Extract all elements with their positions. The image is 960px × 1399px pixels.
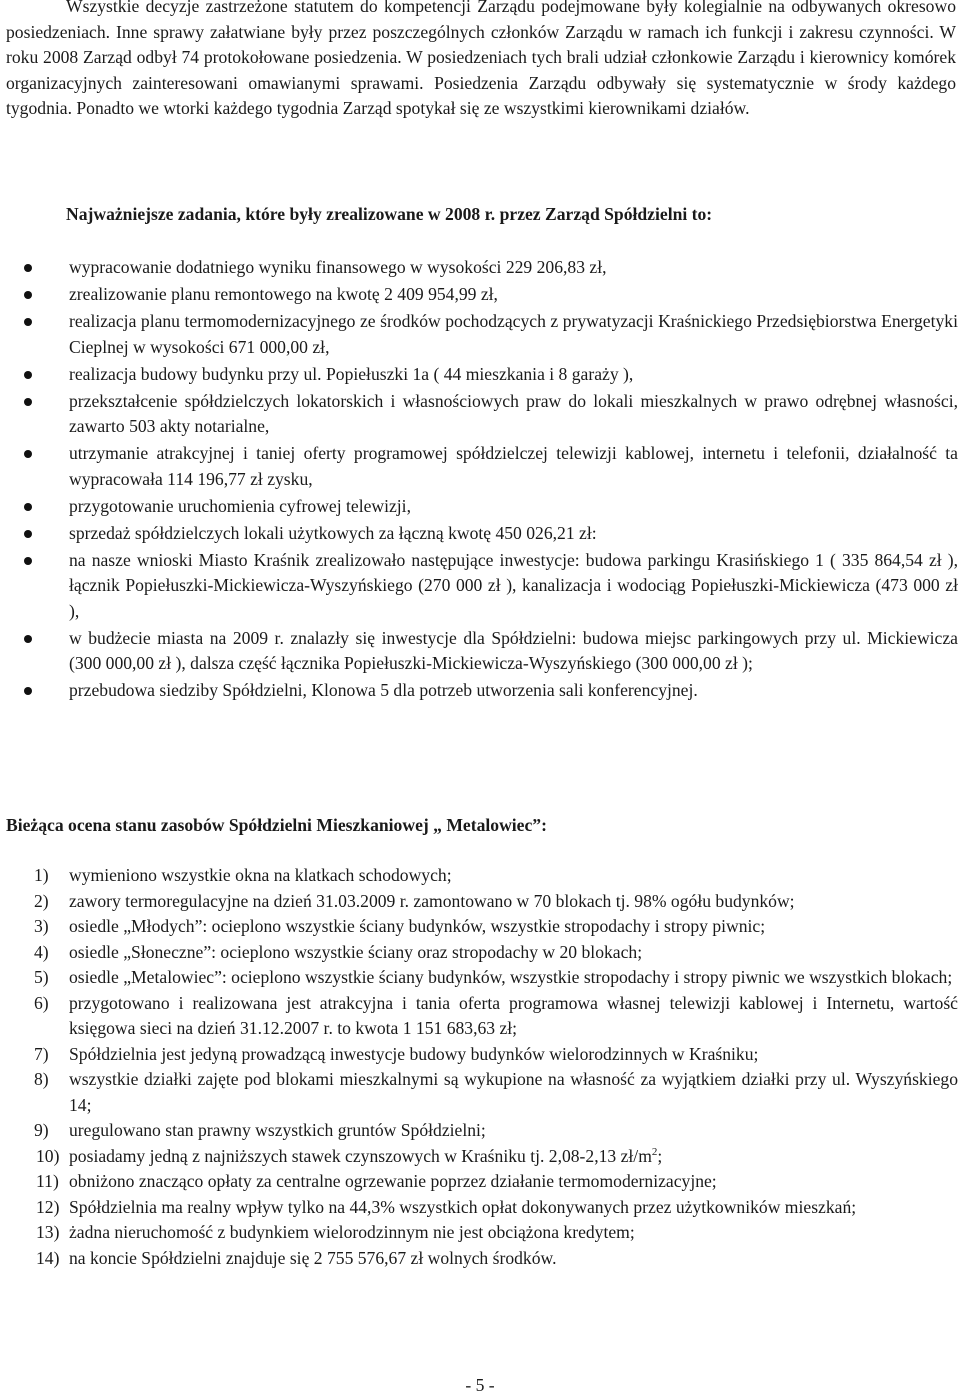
assessment-heading: Bieżąca ocena stanu zasobów Spółdzielni Mieszkaniowej „ Metalowiec”: <box>6 815 547 835</box>
list-item-text: przebudowa siedziby Spółdzielni, Klonowa 5 dla potrzeb utworzenia sali konferencyjnej. <box>69 680 698 700</box>
page-number: - 5 - <box>465 1375 495 1395</box>
list-item-text: na nasze wnioski Miasto Kraśnik zrealizowało następujące inwestycje: budowa parkingu Krasińskiego 1 ( 335 864,54 zł ), łącznik Popiełuszki-Mickiewicza-Wyszyńskiego (270 000 zł ), kanalizacja i wodociąg Popiełuszki-Mickiewicza (473 000 zł ), <box>69 549 958 621</box>
list-item <box>0 441 958 492</box>
list-item-text: wszystkie działki zajęte pod blokami mieszkalnymi są wykupione na własność za wyjątkiem działki przy ul. Wyszyńskiego 14; <box>69 1069 958 1115</box>
bullet-icon <box>24 635 32 643</box>
list-item-text: realizacja planu termomodernizacyjnego ze środków pochodzących z prywatyzacji Kraśnickiego Przedsiębiorstwa Energetyki Cieplnej w wysokości 671 000,00 zł, <box>69 311 958 357</box>
list-item <box>0 914 958 940</box>
list-item-number: 13) <box>36 1222 60 1242</box>
list-item-text: realizacja budowy budynku przy ul. Popiełuszki 1a ( 44 mieszkania i 8 garaży ), <box>69 363 634 384</box>
tasks-list <box>0 255 958 705</box>
list-item-text: przygotowanie uruchomienia cyfrowej telewizji, <box>69 495 411 516</box>
list-item <box>0 1144 958 1170</box>
list-item-number: 14) <box>36 1247 60 1268</box>
list-item-text: zawory termoregulacyjne na dzień 31.03.2009 r. zamontowano w 70 blokach tj. 98% ogółu budynków; <box>69 890 795 911</box>
list-item <box>0 1169 958 1195</box>
list-item <box>0 1195 958 1221</box>
list-item-number: 2) <box>34 890 49 911</box>
list-item-text: osiedle „Słoneczne”: ocieplono wszystkie ściany oraz stropodachy w 20 blokach; <box>69 941 643 962</box>
bullet-icon <box>24 503 32 511</box>
list-item-number: 1) <box>34 865 49 885</box>
list-item-text: na koncie Spółdzielni znajduje się 2 755 576,67 zł wolnych środków. <box>69 1247 557 1268</box>
bullet-icon <box>24 687 32 695</box>
list-item-number: 12) <box>36 1196 60 1217</box>
list-item-text: sprzedaż spółdzielczych lokali użytkowych za łączną kwotę 450 026,21 zł: <box>69 522 597 543</box>
list-item-text: osiedle „Metalowiec”: ocieplono wszystkie ściany budynków, wszystkie stropodachy i stropy piwnic we wszystkich blokach; <box>69 967 953 987</box>
list-item-text <box>69 1144 958 1170</box>
list-item <box>0 626 958 677</box>
bullet-icon <box>24 318 32 326</box>
list-item-main-text: posiadamy jedną z najniższych stawek czynszowych w Kraśniku tj. 2,08-2,13 zł/m <box>69 1145 652 1166</box>
bullet-icon <box>24 398 32 406</box>
tasks-heading: Najważniejsze zadania, które były zrealizowane w 2008 r. przez Zarząd Spółdzielni to: <box>66 204 713 224</box>
superscript: 2 <box>651 1145 658 1158</box>
list-item <box>0 494 958 520</box>
list-item-number: 5) <box>34 967 49 987</box>
list-item-text: uregulowano stan prawny wszystkich gruntów Spółdzielni; <box>69 1120 486 1140</box>
list-item-text: Spółdzielnia ma realny wpływ tylko na 44,3% wszystkich opłat dokonywanych przez użytkowników mieszkań; <box>69 1196 857 1217</box>
list-item-number: 9) <box>34 1120 49 1140</box>
list-item <box>0 991 958 1042</box>
list-item-number: 11) <box>36 1171 59 1191</box>
list-item-text: obniżono znacząco opłaty za centralne ogrzewanie poprzez działanie termomodernizacyjne; <box>69 1171 717 1191</box>
list-item <box>0 889 958 915</box>
list-item-text: przekształcenie spółdzielczych lokatorskich i własnościowych praw do lokali mieszkalnych w prawo odrębnej własności, zawarto 503 akty notarialne, <box>69 390 958 436</box>
list-item-text: wypracowanie dodatniego wyniku finansowego w wysokości 229 206,83 zł, <box>69 257 607 277</box>
list-item-text: utrzymanie atrakcyjnej i taniej oferty programowej spółdzielczej telewizji kablowej, internetu i telefonii, działalność ta wypracowała 114 196,77 zł zysku, <box>69 443 958 489</box>
list-item <box>0 940 958 966</box>
list-item-number: 8) <box>34 1069 49 1089</box>
list-item <box>0 309 958 360</box>
list-item <box>0 1118 958 1144</box>
bullet-icon <box>24 371 32 379</box>
list-item-number: 3) <box>34 916 49 936</box>
list-item-text: osiedle „Młodych”: ocieplono wszystkie ściany budynków, wszystkie stropodachy i stropy piwnic; <box>69 916 766 936</box>
bullet-icon <box>24 291 32 299</box>
list-item <box>0 389 958 440</box>
list-item-number: 7) <box>34 1043 49 1064</box>
bullet-icon <box>24 530 32 538</box>
list-item-text: przygotowano i realizowana jest atrakcyjna i tania oferta programowa własnej telewizji kablowej i Internetu, wartość księgowa sieci na dzień 31.12.2007 r. to kwota 1 151 683,63 zł; <box>69 992 958 1038</box>
list-item-number: 4) <box>34 941 49 962</box>
list-item <box>0 548 958 625</box>
bullet-icon <box>24 450 32 458</box>
list-item-text: Spółdzielnia jest jedyną prowadzącą inwestycje budowy budynków wielorodzinnych w Kraśniku; <box>69 1043 759 1064</box>
list-item-trailing: ; <box>657 1145 663 1166</box>
list-item <box>0 1042 958 1068</box>
list-item <box>0 678 958 704</box>
list-item <box>0 965 958 991</box>
list-item <box>0 863 958 889</box>
intro-paragraph: Wszystkie decyzje zastrzeżone statutem do kompetencji Zarządu podejmowane były kolegialnie na odbywanych okresowo posiedzeniach. Inne sprawy załatwiane były przez poszczególnych członków Zarządu w ramach ich funkcji i zakresu czynności. W roku 2008 Zarząd odbył 74 protokołowane posiedzenia. W posiedzeniach tych brali udział członkowie Zarządu i kierownicy komórek organizacyjnych zainteresowani omawianymi sprawami. Posiedzenia Zarządu odbywały się systematycznie w środy każdego tygodnia. Ponadto we wtorki każdego tygodnia Zarząd spotykał się ze wszystkimi kierownikami działów. <box>6 0 956 118</box>
list-item <box>0 521 958 547</box>
list-item-text: zrealizowanie planu remontowego na kwotę 2 409 954,99 zł, <box>69 284 498 304</box>
list-item-text: w budżecie miasta na 2009 r. znalazły się inwestycje dla Spółdzielni: budowa miejsc parkingowych przy ul. Mickiewicza (300 000,00 zł ), dalsza część łącznika Popiełuszki-Mickiewicza-Wyszyńskiego (300 000,00 zł ); <box>69 627 958 673</box>
list-item <box>0 362 958 388</box>
list-item <box>0 1246 958 1272</box>
list-item <box>0 255 958 281</box>
list-item <box>0 282 958 308</box>
list-item-text: wymieniono wszystkie okna na klatkach schodowych; <box>69 865 452 885</box>
list-item-number: 10) <box>36 1145 60 1166</box>
bullet-icon <box>24 557 32 565</box>
list-item <box>0 1220 958 1246</box>
list-item-text: żadna nieruchomość z budynkiem wielorodzinnym nie jest obciążona kredytem; <box>69 1222 635 1242</box>
assessment-list <box>0 863 958 1271</box>
bullet-icon <box>24 264 32 272</box>
list-item-number: 6) <box>34 992 49 1013</box>
list-item <box>0 1067 958 1118</box>
